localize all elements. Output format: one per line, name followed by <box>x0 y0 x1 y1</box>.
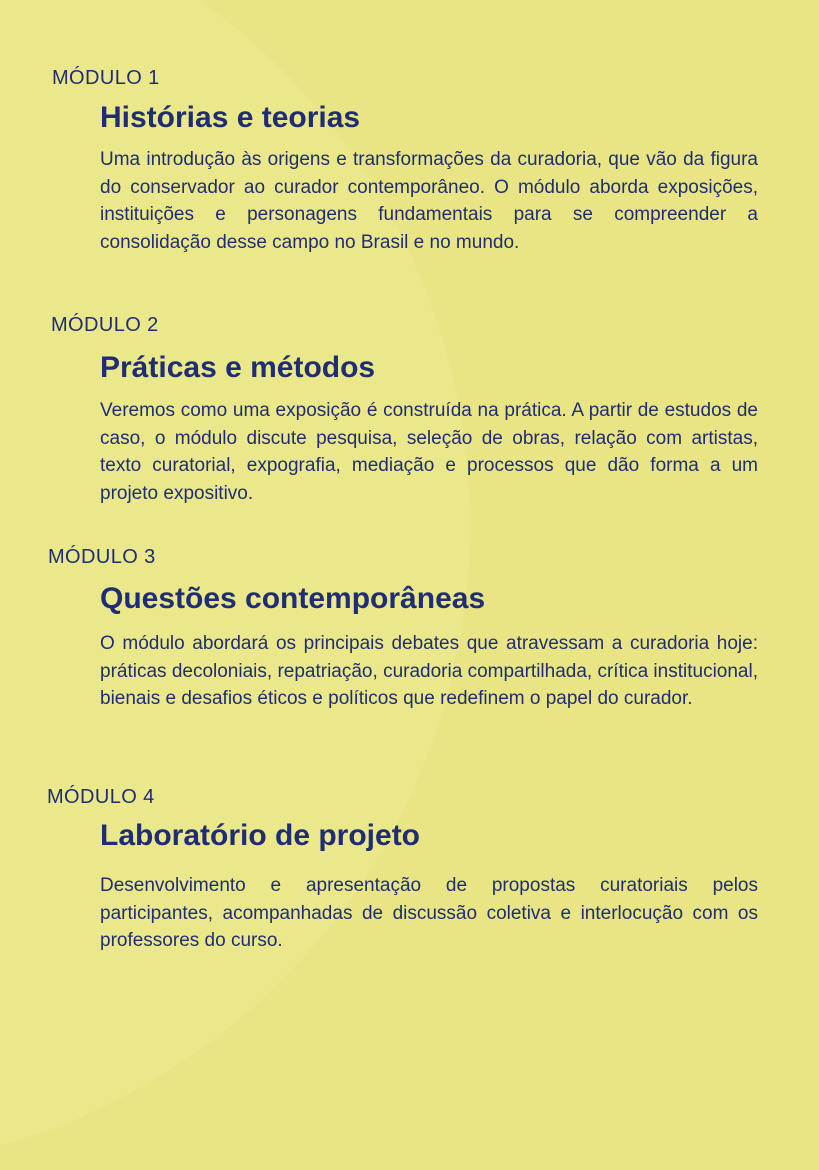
module-1-label: MÓDULO 1 <box>52 67 160 89</box>
module-3-label: MÓDULO 3 <box>48 546 156 568</box>
module-4-description: Desenvolvimento e apresentação de propostas curatoriais pelos participantes, acompanhadas de discussão coletiva e interlocução com os professores do curso. <box>100 875 758 951</box>
module-3-description: O módulo abordará os principais debates que atravessam a curadoria hoje: práticas decoloniais, repatriação, curadoria compartilhada, crítica institucional, bienais e desafios éticos e políticos que redefinem o papel do curador. <box>100 633 758 709</box>
module-2-description: Veremos como uma exposição é construída na prática. A partir de estudos de caso, o módulo discute pesquisa, seleção de obras, relação com artistas, texto curatorial, expografia, mediação e processos que dão forma a um projeto expositivo. <box>100 400 758 504</box>
module-1-description: Uma introdução às origens e transformações da curadoria, que vão da figura do conservador ao curador contemporâneo. O módulo aborda exposições, instituições e personagens fundamentais para se compreender a consolidação desse campo no Brasil e no mundo. <box>100 149 758 253</box>
module-2-label: MÓDULO 2 <box>51 314 159 336</box>
module-1-title: Histórias e teorias <box>100 101 361 134</box>
module-4-label: MÓDULO 4 <box>47 786 155 808</box>
module-2-title: Práticas e métodos <box>100 351 376 384</box>
module-4-title: Laboratório de projeto <box>100 819 421 852</box>
module-3-title: Questões contemporâneas <box>100 582 486 615</box>
